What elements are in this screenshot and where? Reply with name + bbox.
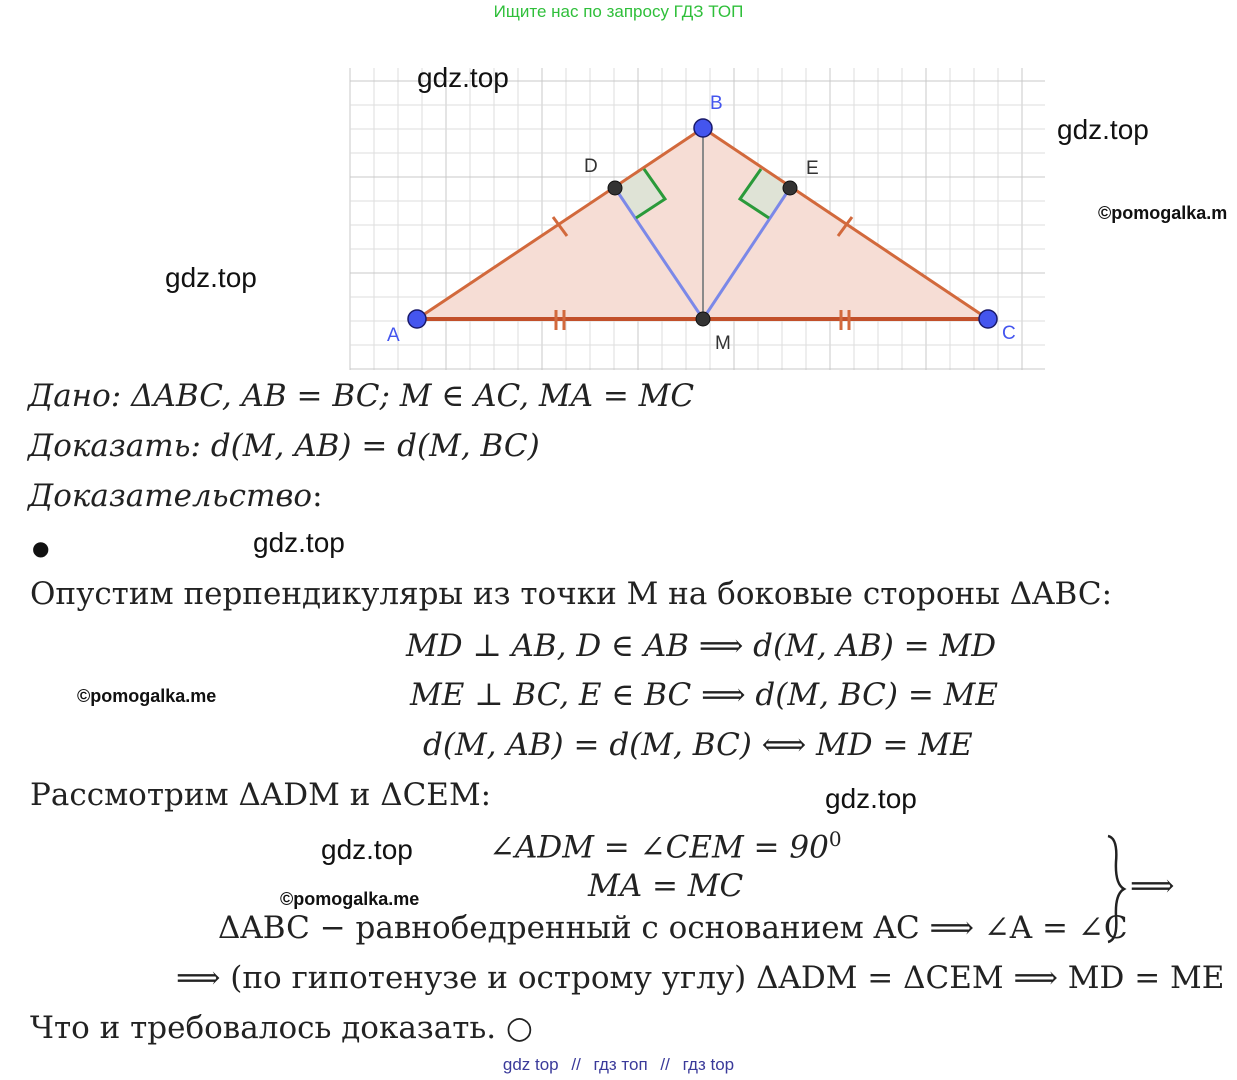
watermark-gdz: gdz.top: [1057, 114, 1149, 145]
qed: Что и требовалось доказать. ○: [30, 1010, 533, 1046]
system-line-1-text: ∠ADM = ∠CEM = 90: [489, 829, 829, 866]
prove-label: Доказать: [28, 428, 191, 464]
watermark-gdz: gdz.top: [253, 527, 345, 558]
geometry-figure: [345, 68, 1045, 370]
given-body: : ΔABC, AB = BC; M ∈ AC, MA = MC: [110, 378, 695, 414]
prove-body: : d(M, AB) = d(M, BC): [190, 428, 540, 464]
given-label: Дано: [28, 378, 111, 414]
top-banner[interactable]: Ищите нас по запросу ГДЗ ТОП: [493, 2, 744, 21]
footer-separator: //: [571, 1055, 581, 1074]
proof-heading: [28, 478, 323, 514]
point-b: [694, 119, 712, 137]
point-m: [696, 312, 710, 326]
footer-link-2[interactable]: гдз топ: [593, 1055, 648, 1074]
system-line-2: MA = MC: [588, 868, 744, 904]
system-brace: [1104, 834, 1128, 944]
footer-link-3[interactable]: гдз top: [682, 1055, 735, 1074]
footer-link-1[interactable]: gdz top: [502, 1055, 559, 1074]
prove-line: [28, 428, 540, 464]
label-a: A: [387, 325, 400, 346]
point-c: [979, 310, 997, 328]
equation-2: ME ⊥ BC, E ∈ BC ⟹ d(M, BC) = ME: [410, 677, 999, 713]
proof-label: Доказательство: [28, 478, 313, 514]
degree-superscript: 0: [828, 827, 842, 851]
conclusion: ⟹ (по гипотенузе и острому углу) ΔADM = ΔCEM ⟹ MD = ME: [176, 960, 1225, 996]
system-line-1: [489, 827, 842, 865]
watermark-pomogalka: ©pomogalka.me: [280, 889, 420, 909]
label-m: M: [715, 333, 731, 354]
point-e: [783, 181, 797, 195]
proof-colon: :: [312, 478, 323, 514]
watermark-gdz: gdz.top: [165, 262, 257, 293]
watermark-gdz: gdz.top: [321, 834, 413, 865]
label-d: D: [584, 156, 598, 177]
system-implies: ⟹: [1130, 868, 1175, 904]
watermark-gdz: gdz.top: [825, 783, 917, 814]
label-b: B: [710, 93, 723, 114]
step-2: Рассмотрим ΔADM и ΔCEM:: [30, 777, 492, 813]
step-1: Опустим перпендикуляры из точки M на боковые стороны ΔABC:: [30, 576, 1113, 612]
label-e: E: [806, 158, 819, 179]
footer-separator: //: [660, 1055, 670, 1074]
system-line-3: ΔABC − равнобедренный с основанием AC ⟹ ∠A = ∠C: [218, 910, 1128, 946]
equation-3: d(M, AB) = d(M, BC) ⟺ MD = ME: [423, 727, 973, 763]
given-line: [28, 378, 694, 414]
watermark-pomogalka: ©pomogalka.me: [77, 686, 217, 706]
equation-1: MD ⊥ AB, D ∈ AB ⟹ d(M, AB) = MD: [406, 628, 997, 664]
watermark-pomogalka: ©pomogalka.m: [1098, 203, 1228, 223]
point-d: [608, 181, 622, 195]
footer-links: [0, 1055, 1237, 1075]
bullet: ●: [32, 536, 50, 560]
watermark-gdz: gdz.top: [417, 62, 509, 93]
label-c: C: [1002, 323, 1016, 344]
point-a: [408, 310, 426, 328]
